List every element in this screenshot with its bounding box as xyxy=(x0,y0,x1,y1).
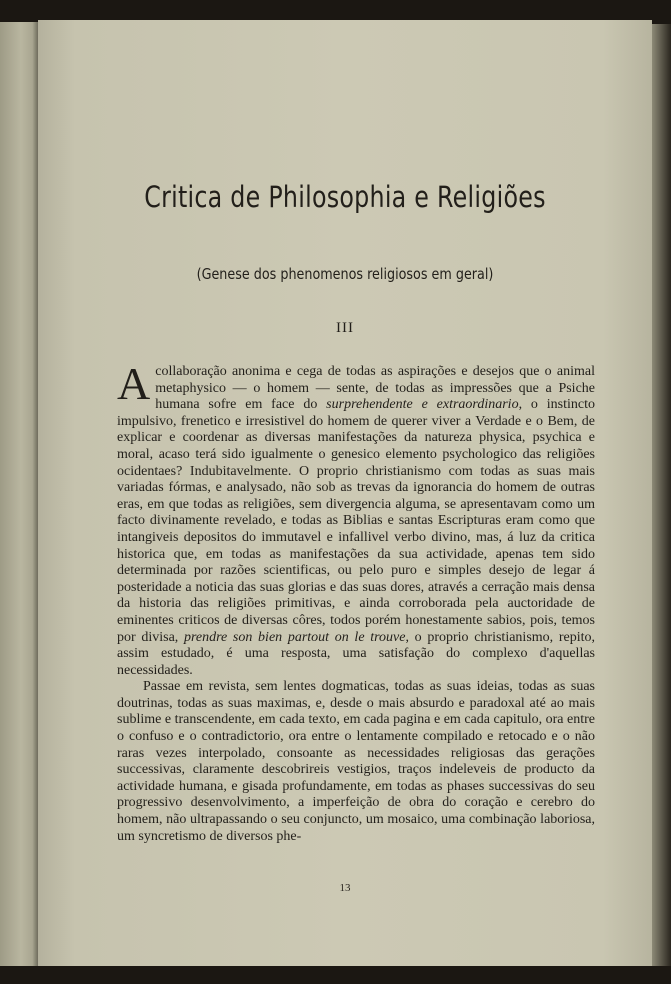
body-text xyxy=(117,358,595,845)
drop-cap: A xyxy=(117,358,151,409)
page-subtitle: (Genese dos phenomenos religiosos em geral) xyxy=(196,265,494,283)
section-number: III xyxy=(336,320,354,336)
paragraph-1 xyxy=(117,358,595,679)
page-number: 13 xyxy=(339,882,351,894)
paragraph-1-text-a: collaboração anonima e cega de todas as aspirações e desejos que o animal metaphysico — o homem — sente, de todas as impressões que a Psiche humana sofre em face do xyxy=(155,364,595,413)
facing-page-edge xyxy=(0,22,38,966)
paragraph-1-text-b: , o instincto impulsivo, frenetico e irresistivel do homem de querer viver a Verdade e o Bem, de explicar e coordenar as diversas manifestações da natureza physica, psychica e moral, acaso terá sido igualmente o genesico elemento psychologico das religiões ocidentaes? Indubitavelmente. O proprio christianismo com todas as suas mais variadas fórmas, e analysado, não sob as trevas da ignorancia do homem de outras eras, em que todas as religiões, sem divergencia alguma, se apresentavam como um facto divinamente revelado, e todas as Biblias e santas Escripturas eram como que intangiveis depositos do immutavel e infallivel verbo divino, mas, á luz da critica historica que, em todas as manifestações da sua actividade, apenas tem sido determinada por razões scientificas, ou pelo puro e simples desejo de legar á posteridade a noticia das suas glorias e das suas dores, através a cerração mais densa da historia das religiões primitivas, e ainda corroborada pela auctoridade de eminentes criticos de diversas côres, todos porém honestamente sabios, pois, temos por divisa, xyxy=(117,397,595,645)
paragraph-2: Passae em revista, sem lentes dogmaticas, todas as suas ideias, todas as suas doutrinas, todas as suas maximas, e, desde o mais absurdo e paradoxal até ao mais sublime e transcendente, em cada texto, em cada pagina e em cada capitulo, ora entre o confuso e o contradictorio, ora entre o lentamente compilado e retocado e o não raras vezes interpolado, consoante as necessidades religiosas das gerações successivas, claramente descobrireis vestigios, traços indeleveis de producto da actividade humana, e gisada profundamente, em todas as phases successivas do seu progressivo desenvolvimento, a imperfeição de obra do coração e cerebro do homem, não ultrapassando o seu conjuncto, um mosaico, uma combinação laboriosa, um syncretismo de diversos phe- xyxy=(117,679,595,844)
paragraph-1-text-c: , o proprio christianismo, repito, assim estudado, é uma resposta, uma satisfação do complexo d'aquellas necessidades. xyxy=(117,629,595,678)
page-title: Critica de Philosophia e Religiões xyxy=(144,180,546,214)
page-stack-edge xyxy=(652,24,671,966)
paragraph-1-emphasis-b: prendre son bien partout on le trouve xyxy=(183,629,406,645)
book-page xyxy=(38,20,652,966)
paragraph-1-emphasis-a: surprehendente e extraordinario xyxy=(326,397,519,413)
